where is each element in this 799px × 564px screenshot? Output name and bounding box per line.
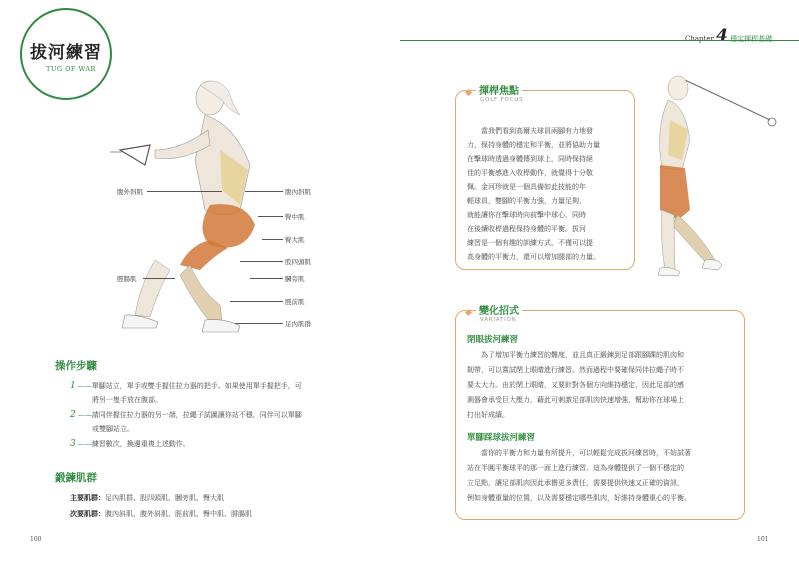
page-number-right: 101 bbox=[757, 536, 769, 543]
page-title: 拔河練習 bbox=[30, 43, 102, 63]
leader-line bbox=[250, 278, 283, 279]
label-internal-oblique: 腹內斜肌 bbox=[285, 188, 311, 196]
leader-line bbox=[240, 261, 283, 262]
leader-line bbox=[235, 323, 283, 324]
golf-focus-subtitle: GOLF FOCUS bbox=[480, 97, 524, 103]
primary-muscles: 主要肌群：足內肌群、股四頭肌、膕旁肌、臀大肌 bbox=[70, 494, 224, 502]
steps-heading: 操作步驟 bbox=[55, 360, 97, 372]
chapter-divider bbox=[400, 40, 799, 41]
label-gluteus-maximus: 臀大肌 bbox=[285, 236, 305, 244]
variation-title: 變化招式 bbox=[476, 302, 522, 317]
leader-line bbox=[147, 191, 222, 192]
label-tibialis-anterior: 脛前肌 bbox=[285, 298, 305, 306]
variation-2-heading: 單腳踩球拔河練習 bbox=[467, 433, 536, 443]
golfer-illustration bbox=[630, 60, 795, 285]
muscles-heading: 鍛鍊肌群 bbox=[55, 472, 97, 484]
left-page bbox=[0, 0, 399, 564]
leader-line bbox=[245, 191, 283, 192]
golf-focus-text: 當我們看到高爾夫球員兩腳有力地發 力，保持身體的穩定和平衡，並將協助力量 在擊球時透過身體傳到球上，同時保持絕 佳的平衡感進入收桿動作，就覺得十分敬 佩。金河珍就是一個具備如此技能的年 輕球員，雙腳的平衡力強，力量足夠， 就能讓你在擊球時向前擊中球心，同時 在後續收桿過程保持身體的平衡。拔河 練習是一個有趣的訓練方式，不僅可以提 高身體的平衡力，還可以增加腿部的力量。 bbox=[467, 127, 600, 261]
variation-2-text: 當你的平衡力和力量有所提升，可以輕鬆完成拔河練習時，不妨試著 站在半圓平衡球平的那一面上進行練習。這為身體提供了一個不穩定的 立足點，讓足部肌肉因此承擔更多責任，需要提供快速又正確的資訊， 例如身體重量的位置，以及需要穩定哪些肌肉，好維持身體重心的平衡。 bbox=[467, 449, 691, 502]
step-2: 2 ——請同伴握住拉力器的另一端，拉繩子試圖讓你站不穩，同伴可以單腳 或雙腳站立。 bbox=[70, 410, 302, 433]
anatomy-illustration bbox=[110, 70, 285, 340]
chapter-header: Chapter 4 穩定揮桿基礎 bbox=[685, 26, 773, 46]
golf-focus-title: 揮桿焦點 bbox=[476, 82, 522, 97]
label-gluteus-medius: 臀中肌 bbox=[285, 213, 305, 221]
leader-line bbox=[230, 301, 283, 302]
variation-1-text: 為了增加平衡力練習的難度，並且真正鍛鍊到足部跟腳踝的肌肉和 韌帶，可以嘗試閉上眼睛進行練習。然而過程中要確保同伴拉繩子時不 要太大力。由於閉上眼睛，又要針對各個方向維持穩定，因此足部的感 測器會承受巨大壓力，藉此可刺激足部肌肉快速增強，幫助你在球場上 打出好成績。 bbox=[467, 351, 684, 419]
leader-line bbox=[143, 278, 175, 279]
label-quadriceps: 股四頭肌 bbox=[285, 258, 311, 266]
page-subtitle: TUG OF WAR bbox=[46, 65, 96, 73]
label-foot-muscles: 足內肌群 bbox=[285, 320, 311, 328]
leader-line bbox=[258, 216, 283, 217]
step-1: 1 ——單腳站立，單手或雙手握住拉力器的把手。如果使用單手握把手，可 將另一隻手放在腹部。 bbox=[70, 381, 302, 404]
label-external-oblique: 腹外斜肌 bbox=[117, 188, 143, 196]
label-gastrocnemius: 脛腸肌 bbox=[117, 275, 137, 283]
right-page bbox=[400, 0, 799, 564]
label-hamstrings: 膕旁肌 bbox=[285, 275, 305, 283]
step-3: 3 ——練習數次，換邊重複上述動作。 bbox=[70, 439, 190, 449]
leader-line bbox=[262, 239, 283, 240]
variation-1-heading: 閉眼拔河練習 bbox=[467, 335, 519, 345]
secondary-muscles: 次要肌群：腹內斜肌、腹外斜肌、脛前肌、臀中肌、腓腸肌 bbox=[70, 510, 252, 518]
page-number-left: 100 bbox=[30, 536, 42, 543]
variation-subtitle: VARIATION bbox=[480, 317, 517, 323]
